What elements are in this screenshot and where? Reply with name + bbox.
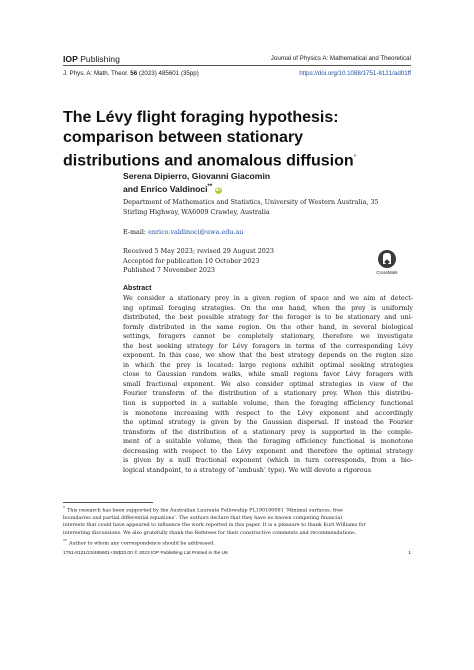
abstract-line: transform of the distribution of a stationary prey is supported in the comple- [123, 427, 413, 436]
crossmark-label: CrossMark [376, 270, 398, 275]
footnote-rule [63, 502, 153, 503]
affiliation: Department of Mathematics and Statistics, University of Western Australia, 35 Stirling Highway, WA6009 Crawley, Australia [123, 198, 379, 216]
footer-copyright: 1751-8121/23/485601+35$33.00 © 2023 IOP Publishing Ltd Printed in the UK [63, 551, 229, 556]
abstract-line: small fractional exponent. We also consider optimal strategies in view of the [123, 379, 413, 388]
abstract-line: settings, foragers cannot be completely stationary, therefore we investigate [123, 332, 413, 341]
email-line: E-mail: enrico.valdinoci@uwa.edu.au [123, 228, 244, 236]
crossmark-badge[interactable] [372, 250, 402, 288]
abstract-line: formly distributed in the same region. On the other hand, in several biological [123, 322, 413, 331]
author-list: Serena Dipierro, Giovanni Giacomin and Enrico Valdinoci** iD [123, 171, 271, 194]
footnotes [63, 504, 413, 548]
page-number: 1 [408, 551, 411, 556]
crossmark-icon [378, 250, 396, 268]
publisher-brand: IOP Publishing [63, 54, 120, 64]
footnote-funding-line: boundaries and partial differential equations’. The authors declare that they have no known competing financial [63, 514, 343, 521]
published-date: Published 7 November 2023 [123, 266, 216, 275]
orcid-icon[interactable]: iD [215, 187, 221, 194]
abstract-line: exponent. In this case, we show that the best strategy depends on the region size [123, 351, 413, 360]
email-link[interactable]: enrico.valdinoci@uwa.edu.au [148, 228, 244, 236]
abstract-line: ment of a suitable volume, then the foraging efficiency functional is monotone [123, 437, 413, 446]
footnote-funding: *This research has been supported by the Australian Laureate Fellowship FL190100081 ‘Minimal surfaces, free [63, 505, 343, 514]
publication-dates [123, 247, 413, 276]
abstract-line: close to Gaussian random walks, while small regions favor Lévy foragers with [123, 370, 413, 379]
footnote-funding-line: interesting discussions. We also gratefully thank the Referees for their constructive comments and recommendations. [63, 529, 357, 536]
paper-title: The Lévy flight foraging hypothesis: comparison between stationary distributions and anomalous diffusion* [63, 109, 357, 170]
abstract-line: is given by a null fractional exponent (which in turn corresponds, from a bio- [123, 456, 413, 465]
citation-line [63, 69, 411, 81]
citation: J. Phys. A: Math. Theor. 56 (2023) 485601 (35pp) [63, 70, 199, 77]
abstract-line: Fourier transform of the distribution of a stationary prey. When this distribu- [123, 389, 413, 398]
accepted-date: Accepted for publication 10 October 2023 [123, 256, 260, 265]
abstract-line: We consider a stationary prey in a given region of space and we aim at detect- [123, 294, 413, 302]
title-footnote-mark[interactable]: * [353, 154, 357, 162]
abstract-heading: Abstract [123, 285, 152, 292]
abstract-line: the optimal strategy is given by the Gaussian dispersal. If instead the Fourier [123, 418, 413, 427]
footnote-corresponding: **Author to whom any correspondence should be addressed. [63, 537, 215, 547]
abstract-line: distributed, the best possible strategy for the forager is to be stationary and uni- [123, 313, 413, 322]
abstract-body [123, 294, 413, 475]
received-date: Received 5 May 2023; revised 29 August 2023 [123, 247, 274, 255]
abstract-line: logical standpoint, to a strategy of ‘ambush’ type). We will devote a rigorous [123, 465, 371, 474]
abstract-line: the best seeking strategy for Lévy foragers in terms of the corresponding Lévy [123, 341, 413, 350]
footnote-funding-line: interests that could have appeared to influence the work reported in this paper. It is a pleasure to thank Kurt Williams for [63, 522, 366, 529]
abstract-line: in which the prey is located: large regions exhibit optimal seeking strategies [123, 360, 413, 369]
journal-name: Journal of Physics A: Mathematical and Theoretical [270, 55, 411, 62]
doi-link[interactable]: https://doi.org/10.1088/1751-8121/ad01ff [299, 70, 411, 77]
page-footer [63, 551, 411, 561]
abstract-line: ing optimal foraging strategies. On the one hand, when the prey is uniformly [123, 303, 413, 312]
abstract-line: decreasing with respect to the Lévy exponent and therefore the optimal strategy [123, 446, 413, 455]
header-rule [63, 65, 411, 66]
abstract-line: is monotone increasing with respect to the Lévy exponent and accordingly [123, 408, 413, 417]
corresponding-author-mark: ** [207, 183, 213, 190]
abstract-line: tion is supported in a suitable volume, then the foraging efficiency functional [123, 399, 413, 408]
